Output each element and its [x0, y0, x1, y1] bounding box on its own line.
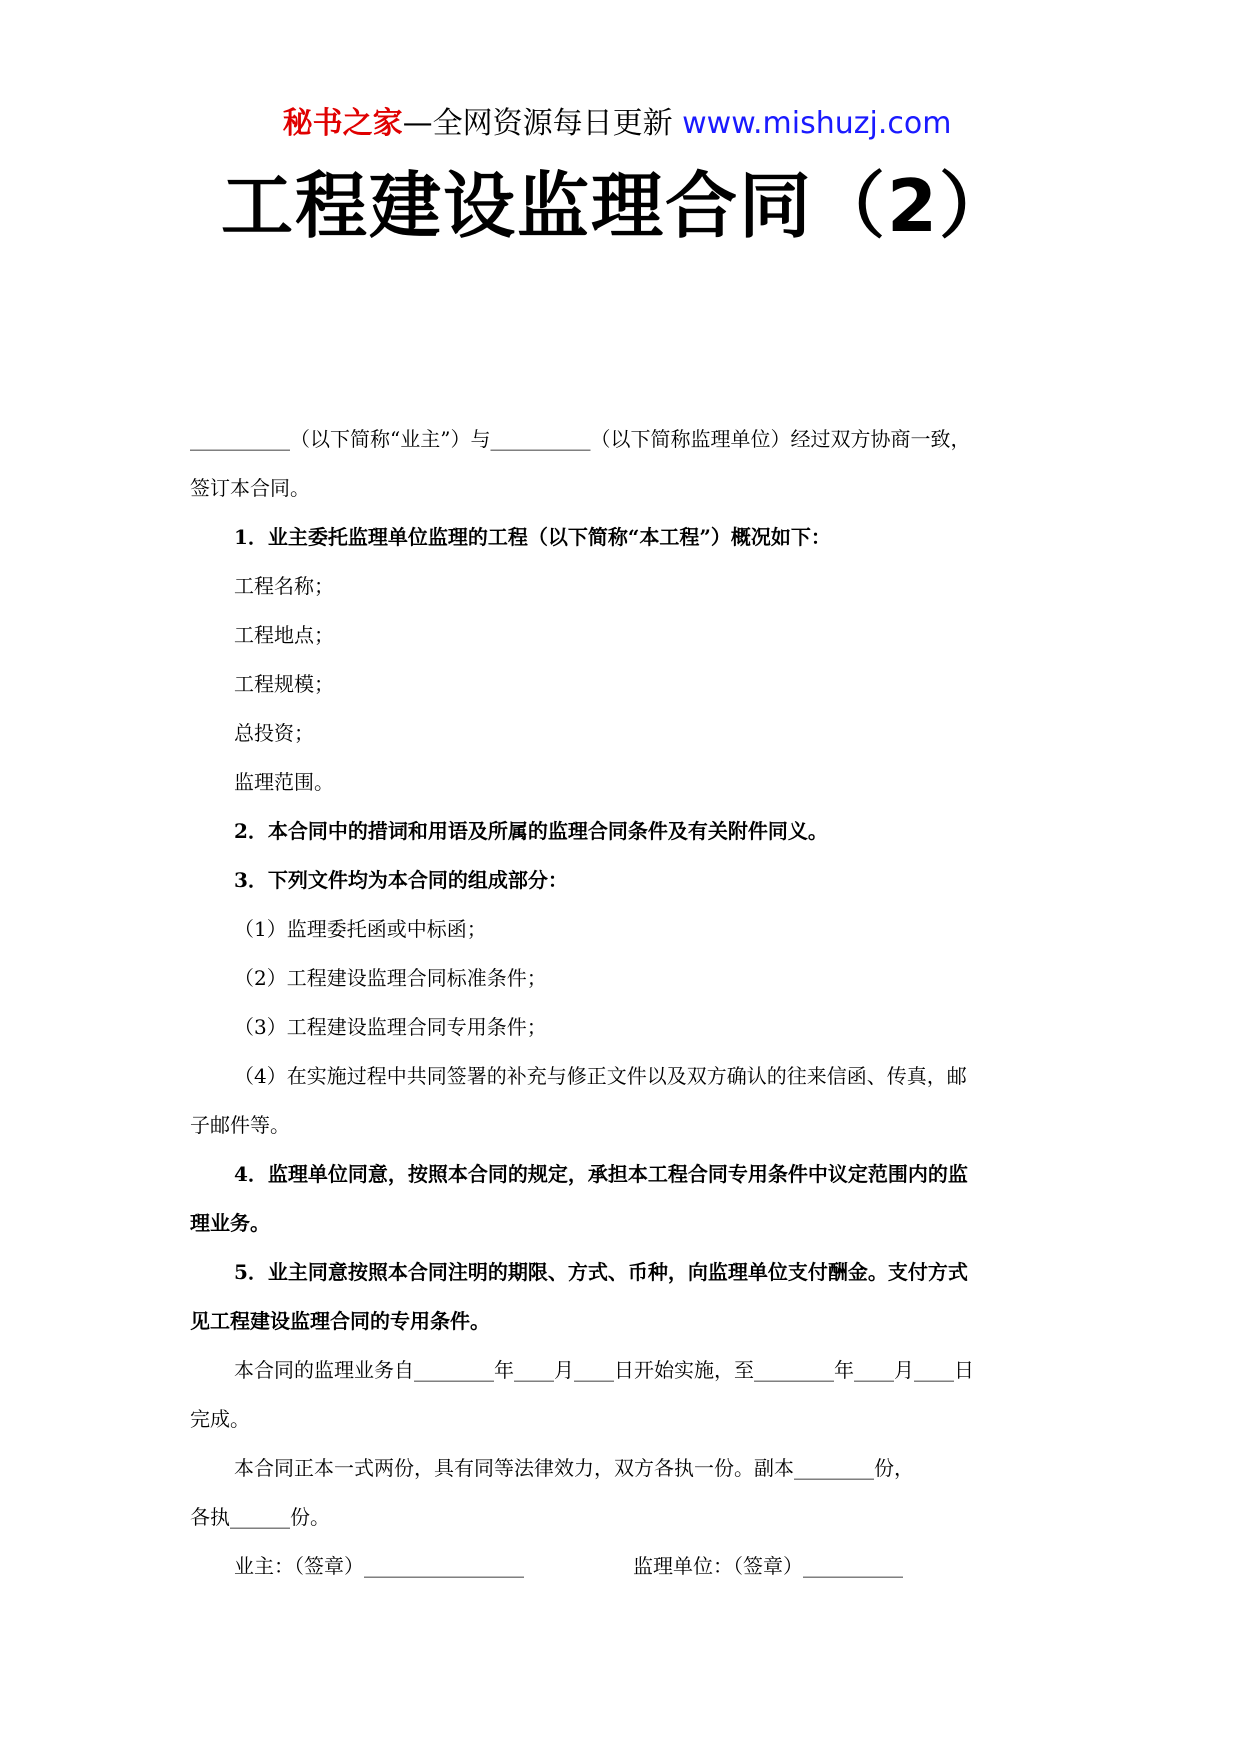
contract-paragraph: 2．本合同中的措词和用语及所属的监理合同条件及有关附件同义。 — [234, 819, 828, 843]
site-brand: 秘书之家 — [282, 106, 403, 141]
site-slogan: —全网资源每日更新 — [402, 106, 673, 141]
contract-paragraph: 工程名称； — [234, 574, 334, 598]
owner-signature: 业主：（签章）________________ — [234, 1554, 524, 1578]
contract-paragraph: 4．监理单位同意，按照本合同的规定，承担本工程合同专用条件中议定范围内的监 — [234, 1162, 968, 1186]
contract-paragraph: 本合同的监理业务自________年____月____日开始实施，至________年____月____日 — [234, 1358, 974, 1382]
contract-paragraph: 本合同正本一式两份，具有同等法律效力，双方各执一份。副本________份， — [234, 1456, 914, 1480]
contract-paragraph: 监理范围。 — [234, 770, 334, 794]
contract-paragraph: 见工程建设监理合同的专用条件。 — [190, 1309, 490, 1333]
contract-paragraph: 子邮件等。 — [190, 1113, 290, 1137]
supervisor-signature: 监理单位：（签章）__________ — [633, 1554, 903, 1578]
contract-paragraph: 完成。 — [190, 1407, 250, 1431]
signature-line — [190, 1542, 1060, 1591]
contract-paragraph: 总投资； — [234, 721, 314, 745]
contract-paragraph: 各执______份。 — [190, 1505, 330, 1529]
contract-paragraph: （4）在实施过程中共同签署的补充与修正文件以及双方确认的往来信函、传真，邮 — [234, 1064, 967, 1088]
document-title: 工程建设监理合同（2） — [220, 164, 1014, 248]
contract-paragraph: 1．业主委托监理单位监理的工程（以下简称“本工程”）概况如下： — [234, 525, 831, 549]
contract-paragraph: 3．下列文件均为本合同的组成部分： — [234, 868, 568, 892]
contract-paragraph: （2）工程建设监理合同标准条件； — [234, 966, 547, 990]
paragraph-list — [190, 415, 1060, 1542]
contract-body — [190, 415, 1060, 1591]
contract-paragraph: __________（以下简称“业主”）与__________（以下简称监理单位）经过双方协商一致， — [190, 427, 971, 451]
contract-paragraph: 工程地点； — [234, 623, 334, 647]
contract-paragraph: 理业务。 — [190, 1211, 270, 1235]
contract-paragraph: （3）工程建设监理合同专用条件； — [234, 1015, 547, 1039]
site-header — [0, 104, 1234, 144]
contract-paragraph: 5．业主同意按照本合同注明的期限、方式、币种，向监理单位支付酬金。支付方式 — [234, 1260, 968, 1284]
contract-paragraph: 工程规模； — [234, 672, 334, 696]
contract-paragraph: （1）监理委托函或中标函； — [234, 917, 487, 941]
site-url-link[interactable]: www.mishuzj.com — [682, 106, 952, 141]
contract-paragraph: 签订本合同。 — [190, 476, 310, 500]
